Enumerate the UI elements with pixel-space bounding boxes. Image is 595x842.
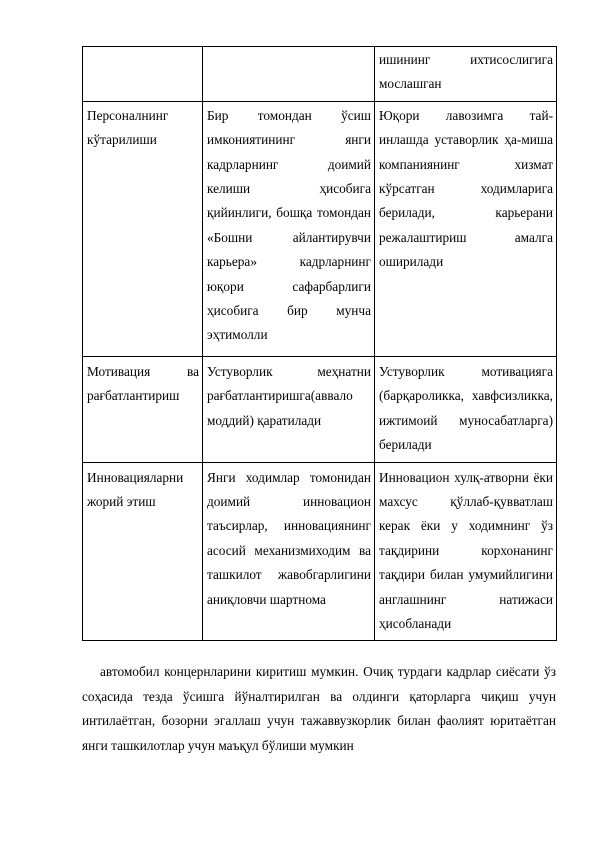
table-cell <box>83 462 203 641</box>
row-heading: Мотивация ва рағбатлантириш <box>87 363 199 404</box>
personnel-policy-table <box>82 46 557 641</box>
table-cell <box>203 47 375 102</box>
body-paragraph: автомобил концернларини киритиш мумкин. Очиқ турдаги кадрлар сиёсати ўз соҳасида тезда ўсишга йўналтирилган ва олдинги қаторларга чиқиш учун интилаётган, бозорни эгаллаш учун тажаввузкорлик билан фаолият юритаётган янги ташкилотлар учун маъқул бўлиши мумкин <box>82 664 556 753</box>
table-row <box>83 356 557 462</box>
cell-text: Устуворлик мотивацияга (барқароликка, хавфсизликка, ижтимоий муносабатларга) берилади <box>379 363 553 453</box>
table-cell <box>375 101 557 356</box>
cell-text: ишининг ихтисослигига мослашган <box>379 52 553 92</box>
table-cell <box>203 356 375 462</box>
table-cell <box>375 356 557 462</box>
table-cell <box>375 47 557 102</box>
table-row <box>83 47 557 102</box>
row-heading: Персоналнинг кўтарилиши <box>87 107 169 148</box>
table-cell <box>203 101 375 356</box>
table-row <box>83 462 557 641</box>
cell-text: Юқори лавозимга тай-инлашда уставорлик ҳа-миша компаниянинг хизмат кўрсатган ходимларига берилади, карьерани режалаштириш амалга оширилади <box>379 107 553 270</box>
row-heading: Инновацияларни жорий этиш <box>87 469 184 509</box>
table-cell <box>375 462 557 641</box>
table-cell <box>83 101 203 356</box>
cell-text: Инновацион хулқ-атворни ёки махсус қўллаб-қувватлаш керак ёки у ходимнинг ўз тақдирини корхонанинг тақдири билан умумийлигини англашнинг натижаси ҳисобланади <box>379 469 553 631</box>
cell-text: Устуворлик меҳнатни рағбатлантиришга(аввало моддий) қаратилади <box>207 363 371 428</box>
table-cell <box>203 462 375 641</box>
cell-text: Бир томондан ўсиш имкониятининг янги кадрларнинг доимий келиши ҳисобига қийинлиги, бошқа томондан «Бошни айлантирувчи карьера» кадрларнинг юқори сафарбарлиги ҳисобига бир мунча эҳтимолли <box>207 107 371 343</box>
cell-text: Янги ходимлар томонидан доимий инновацион таъсирлар, инновациянинг асосий механизмиходим ва ташкилот жавобгарлигини аниқловчи шартнома <box>207 469 371 607</box>
table-cell <box>83 356 203 462</box>
table-cell <box>83 47 203 102</box>
table-row <box>83 101 557 356</box>
